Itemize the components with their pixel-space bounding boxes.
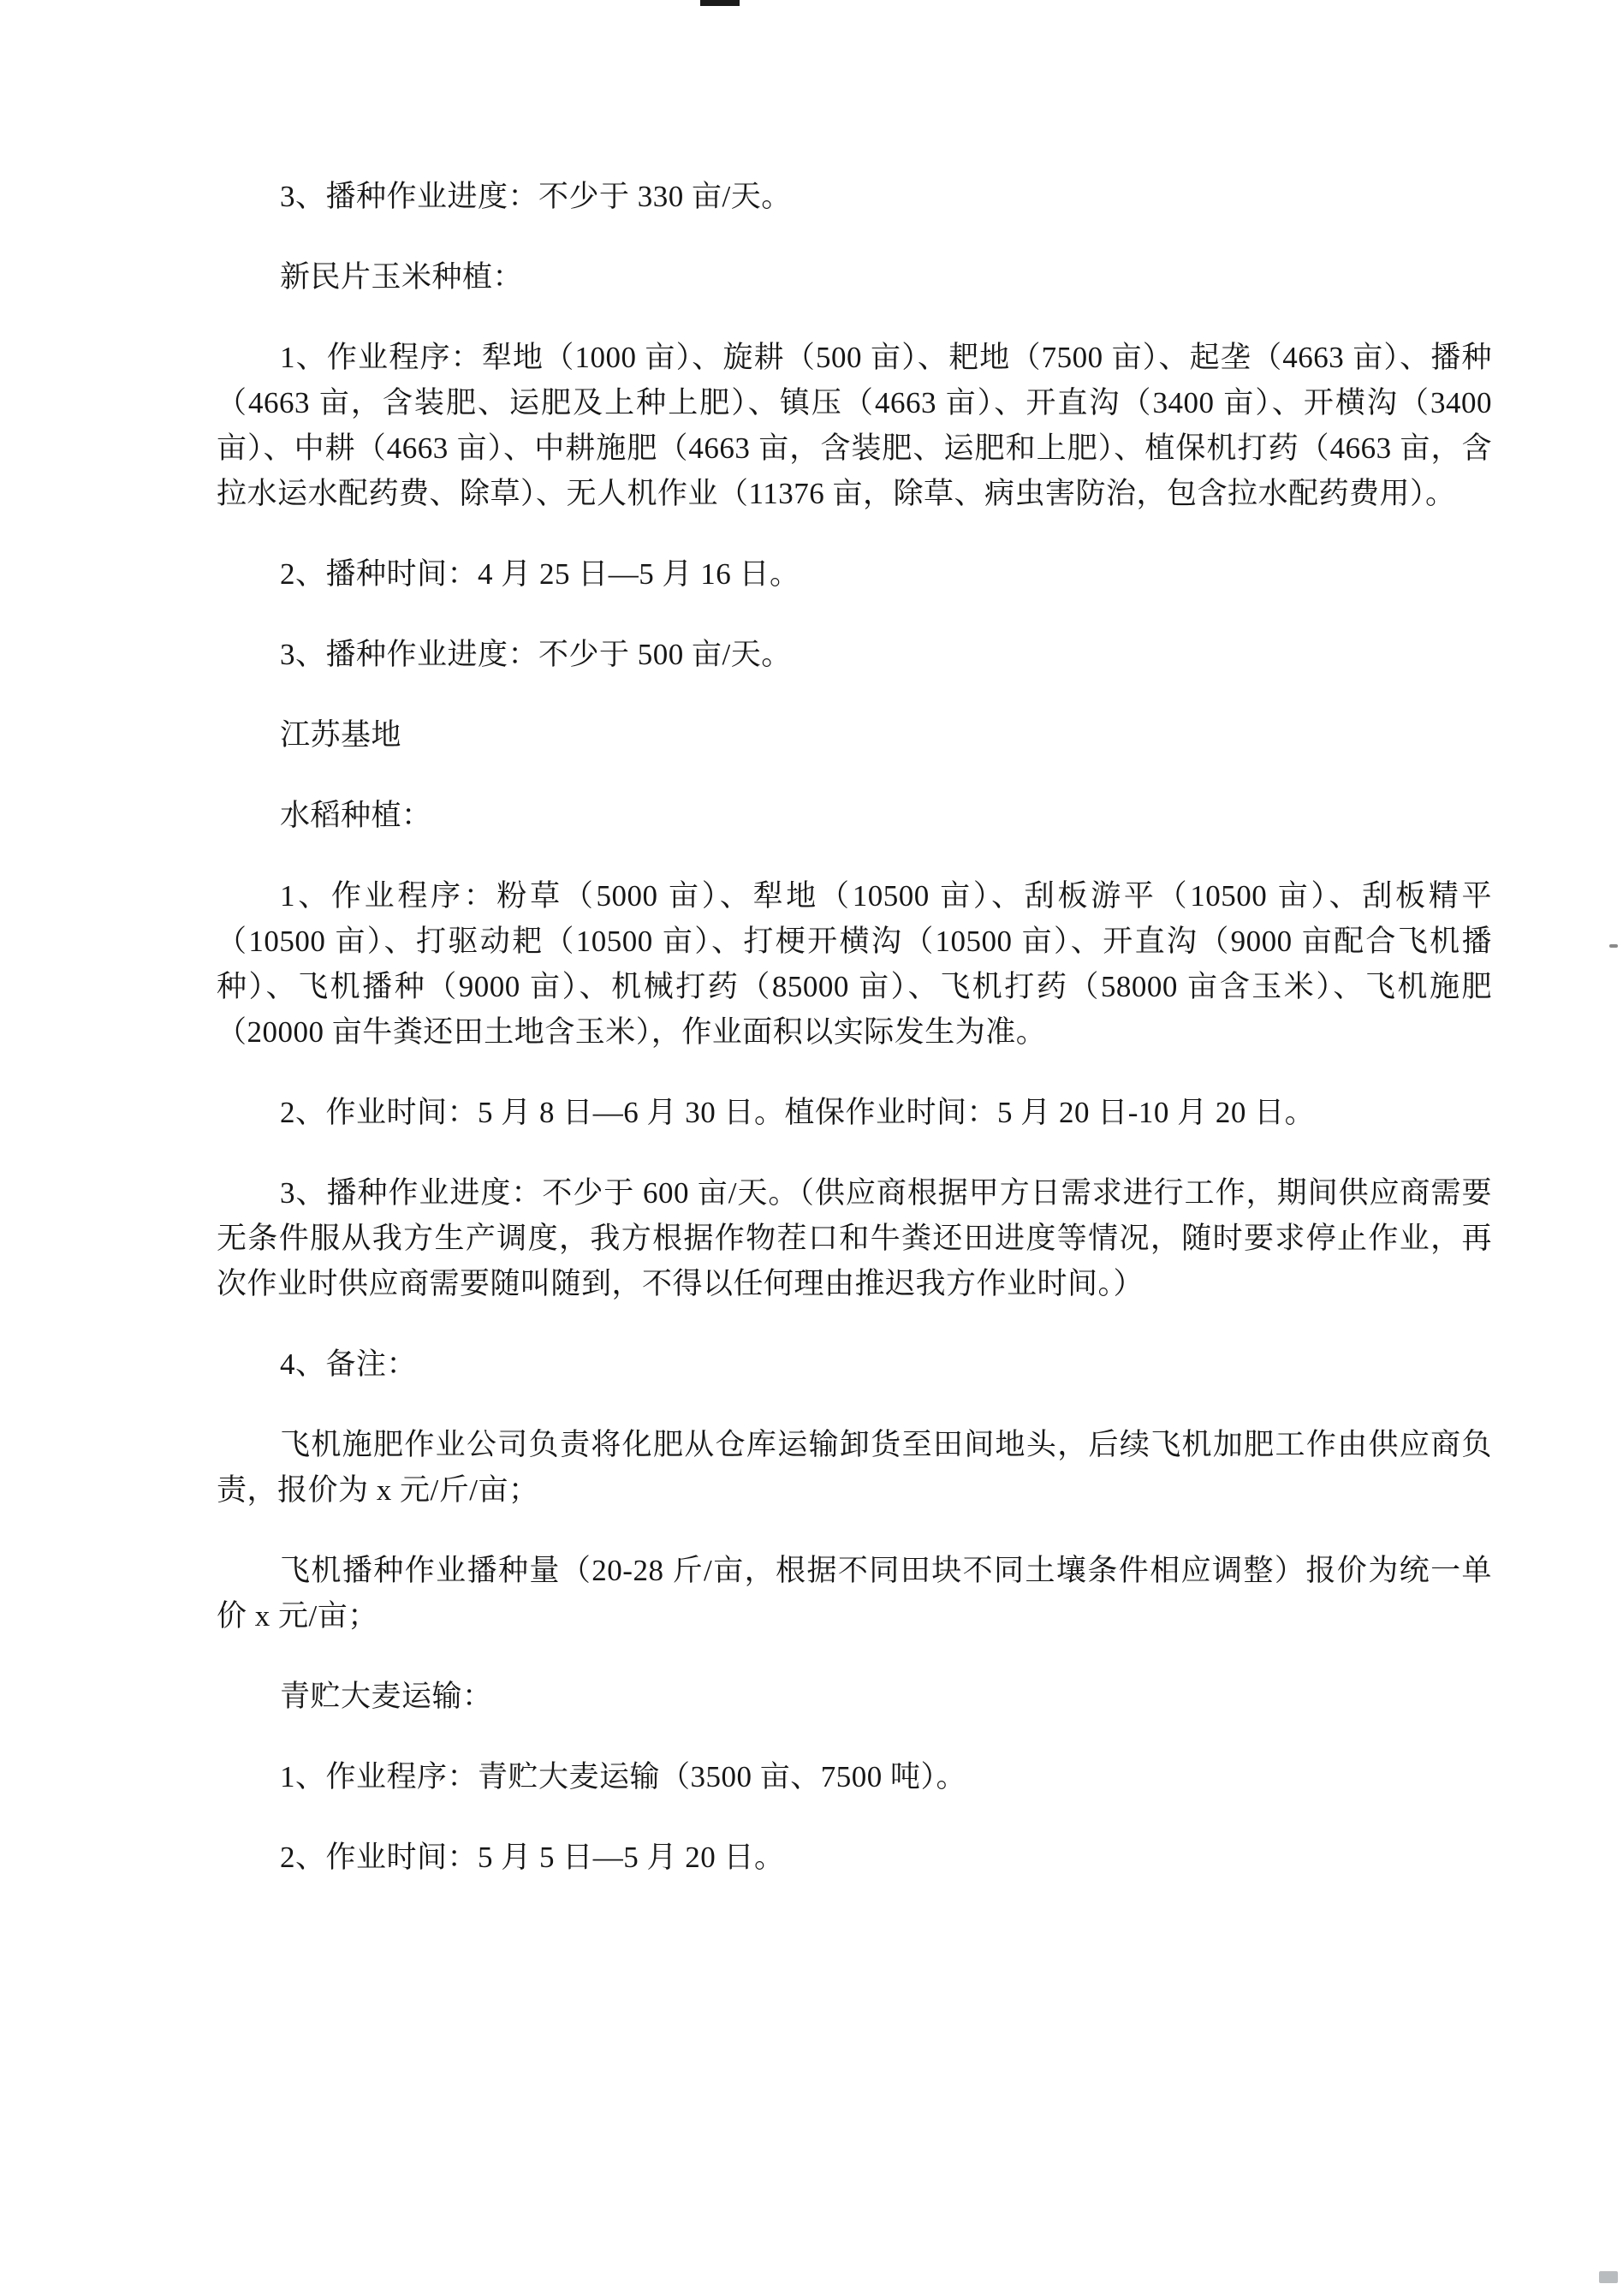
document-body: [217, 174, 1492, 1915]
paragraph-aerial-fertilization-note: 飞机施肥作业公司负责将化肥从仓库运输卸货至田间地头，后续飞机加肥工作由供应商负责，报价为 x 元/斤/亩；: [217, 1428, 1492, 1507]
scan-artifact-bottom-corner: [1599, 2271, 1618, 2283]
heading-jiangsu-base: 江苏基地: [280, 718, 402, 752]
heading-remarks: 4、备注：: [280, 1347, 418, 1381]
heading-xinmin-corn-planting: 新民片玉米种植：: [280, 260, 524, 294]
heading-silage-barley-transport: 青贮大麦运输：: [280, 1680, 493, 1713]
scan-artifact-top-edge: [700, 0, 740, 6]
paragraph-sowing-progress-330: 3、播种作业进度：不少于 330 亩/天。: [280, 180, 792, 213]
paragraph-corn-sowing-progress-500: 3、播种作业进度：不少于 500 亩/天。: [280, 638, 792, 671]
paragraph-aerial-seeding-note: 飞机播种作业播种量（20-28 斤/亩，根据不同田块不同土壤条件相应调整）报价为统一单价 x 元/亩；: [217, 1554, 1492, 1633]
heading-rice-planting: 水稻种植：: [280, 799, 432, 832]
scan-artifact-right-edge: [1609, 944, 1618, 948]
paragraph-rice-operation-time: 2、作业时间：5 月 8 日—6 月 30 日。植保作业时间：5 月 20 日-10 月 20 日。: [280, 1096, 1316, 1129]
paragraph-corn-operation-procedure: 1、作业程序：犁地（1000 亩）、旋耕（500 亩）、耙地（7500 亩）、起垄（4663 亩）、播种（4663 亩，含装肥、运肥及上种上肥）、镇压（4663 亩）、开直沟（3400 亩）、开横沟（3400 亩）、中耕（4663 亩）、中耕施肥（4663 亩，含装肥、运肥和上肥）、植保机打药（4663 亩，含拉水运水配药费、除草）、无人机作业（11376 亩，除草、病虫害防治，包含拉水配药费用）。: [217, 341, 1492, 510]
paragraph-barley-operation-time: 2、作业时间：5 月 5 日—5 月 20 日。: [280, 1841, 785, 1874]
paragraph-barley-operation-procedure: 1、作业程序：青贮大麦运输（3500 亩、7500 吨）。: [280, 1760, 967, 1793]
paragraph-rice-sowing-progress-600: 3、播种作业进度：不少于 600 亩/天。（供应商根据甲方日需求进行工作，期间供应商需要无条件服从我方生产调度，我方根据作物茬口和牛粪还田进度等情况，随时要求停止作业，再次作业时供应商需要随叫随到，不得以任何理由推迟我方作业时间。）: [217, 1176, 1492, 1300]
paragraph-corn-sowing-time: 2、播种时间：4 月 25 日—5 月 16 日。: [280, 557, 800, 591]
paragraph-rice-operation-procedure: 1、作业程序：粉草（5000 亩）、犁地（10500 亩）、刮板游平（10500 亩）、刮板精平（10500 亩）、打驱动耙（10500 亩）、打梗开横沟（10500 亩）、开直沟（9000 亩配合飞机播种）、飞机播种（9000 亩）、机械打药（85000 亩）、飞机打药（58000 亩含玉米）、飞机施肥（20000 亩牛粪还田土地含玉米），作业面积以实际发生为准。: [217, 879, 1492, 1049]
